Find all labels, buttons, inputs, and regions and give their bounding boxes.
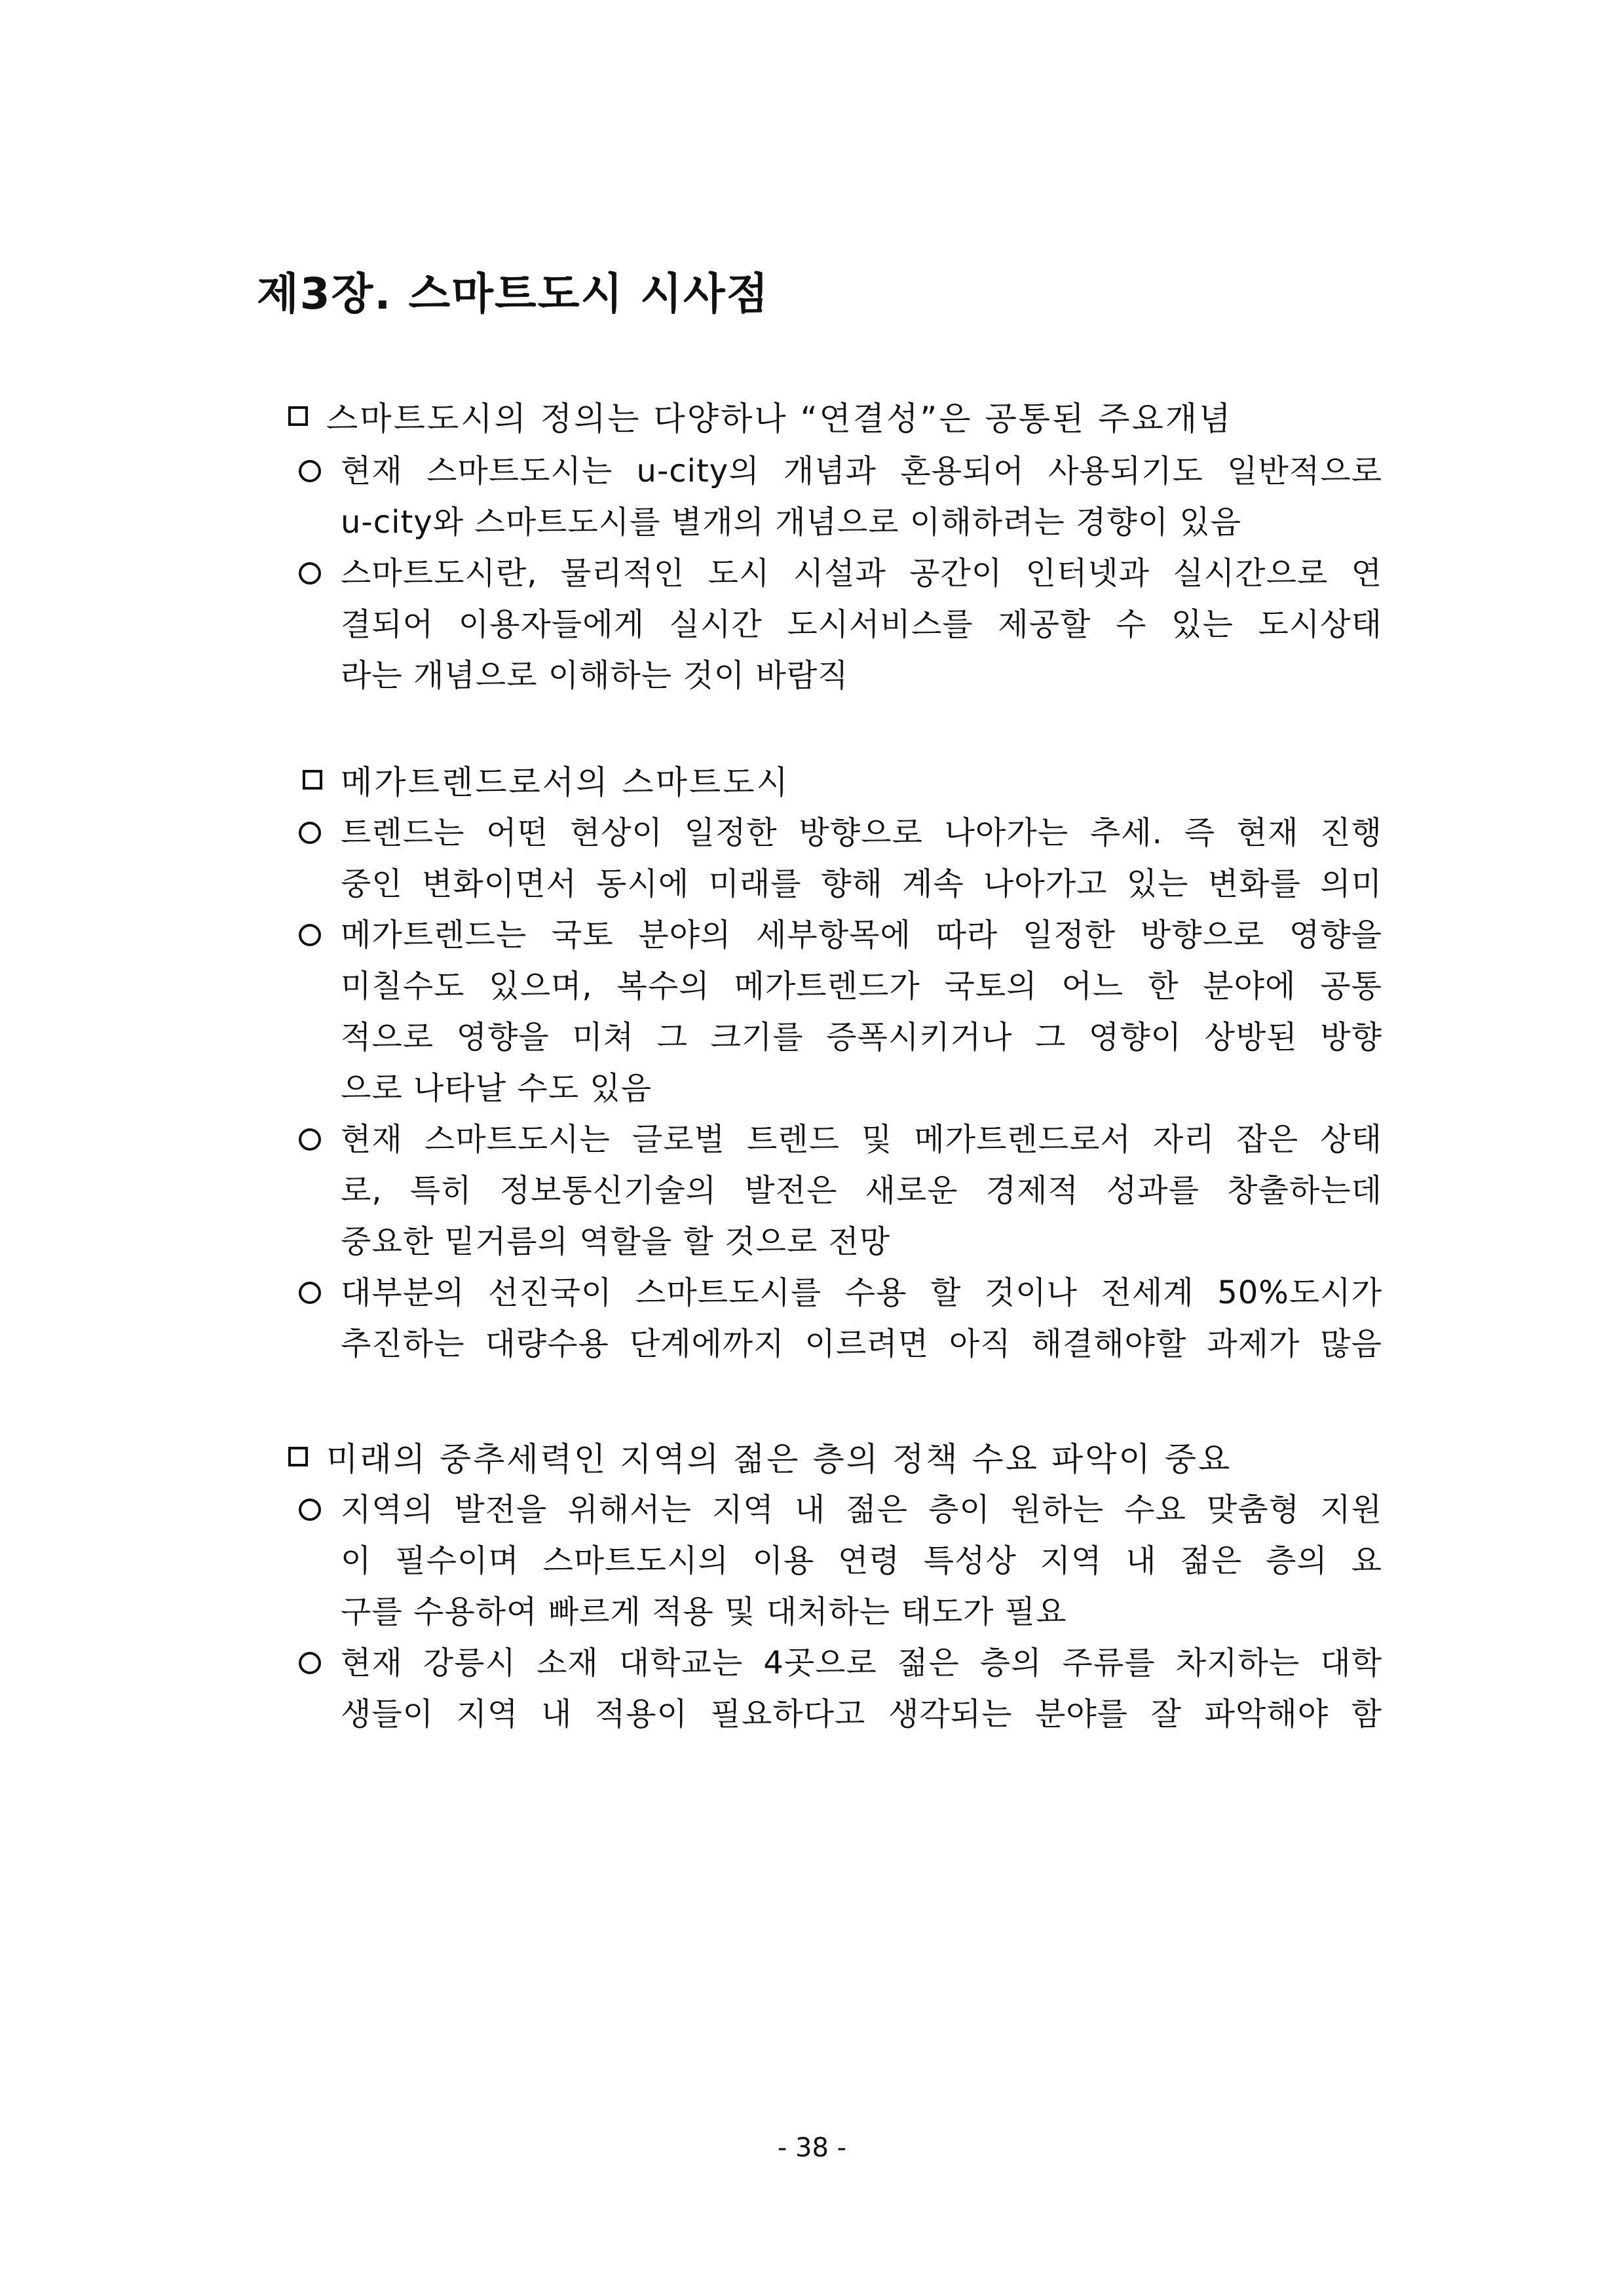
bullet-line: 중요한 밑거름의 역할을 할 것으로 전망 (341, 1223, 891, 1260)
section-heading (303, 757, 790, 803)
square-bullet-icon (288, 406, 308, 426)
bullet-line: 추진하는 대량수용 단계에까지 이르려면 아직 해결해야할 과제가 많음 (341, 1326, 1382, 1362)
bullet-line: 현재 스마트도시는 u-city의 개념과 혼용되어 사용되기도 일반적으로 (341, 453, 1382, 489)
bullet-line: 적으로 영향을 미쳐 그 크기를 증폭시키거나 그 영향이 상방된 방향 (341, 1019, 1382, 1056)
bullet-line: 이 필수이며 스마트도시의 이용 연령 특성상 지역 내 젊은 층의 요 (341, 1542, 1382, 1579)
bullet-line: 로, 특히 정보통신기술의 발전은 새로운 경제적 성과를 창출하는데 (341, 1172, 1382, 1209)
circle-bullet-icon (299, 1499, 321, 1521)
circle-bullet-icon (299, 1282, 321, 1304)
bullet-line: 스마트도시란, 물리적인 도시 시설과 공간이 인터넷과 실시간으로 연 (341, 555, 1382, 592)
bullet-line: u-city와 스마트도시를 별개의 개념으로 이해하려는 경향이 있음 (341, 504, 1242, 541)
bullet-line: 지역의 발전을 위해서는 지역 내 젊은 층이 원하는 수요 맞춤형 지원 (341, 1491, 1382, 1528)
section-heading-text: 미래의 중추세력인 지역의 젊은 층의 정책 수요 파악이 중요 (326, 1440, 1232, 1478)
bullet-line: 대부분의 선진국이 스마트도시를 수용 할 것이나 전세계 50%도시가 (341, 1274, 1382, 1311)
circle-bullet-icon (299, 822, 321, 844)
square-bullet-icon (303, 770, 322, 790)
bullet-line: 트렌드는 어떤 현상이 일정한 방향으로 나아가는 추세. 즉 현재 진행 (341, 814, 1382, 851)
bullet-line: 현재 스마트도시는 글로벌 트렌드 및 메가트렌드로서 자리 잡은 상태 (341, 1121, 1382, 1158)
section-heading (288, 1434, 1232, 1480)
bullet-line: 결되어 이용자들에게 실시간 도시서비스를 제공할 수 있는 도시상태 (341, 606, 1382, 643)
page-title: 제3장. 스마트도시 시사점 (257, 269, 770, 319)
bullet-line: 미칠수도 있으며, 복수의 메가트렌드가 국토의 어느 한 분야에 공통 (341, 968, 1382, 1004)
bullet-line: 구를 수용하여 빠르게 적용 및 대처하는 태도가 필요 (341, 1594, 1067, 1630)
square-bullet-icon (288, 1447, 308, 1466)
bullet-line: 메가트렌드는 국토 분야의 세부항목에 따라 일정한 방향으로 영향을 (341, 917, 1382, 953)
bullet-line: 중인 변화이면서 동시에 미래를 향해 계속 나아가고 있는 변화를 의미 (341, 866, 1382, 902)
circle-bullet-icon (299, 924, 321, 946)
page-number: - 38 - (777, 2133, 847, 2163)
circle-bullet-icon (299, 460, 321, 482)
section-heading (288, 393, 1232, 439)
section-heading-text: 메가트렌드로서의 스마트도시 (341, 763, 790, 801)
circle-bullet-icon (299, 1128, 321, 1151)
bullet-line: 현재 강릉시 소재 대학교는 4곳으로 젊은 층의 주류를 차지하는 대학 (341, 1645, 1382, 1681)
bullet-line: 라는 개념으로 이해하는 것이 바람직 (341, 657, 849, 694)
circle-bullet-icon (299, 562, 321, 584)
circle-bullet-icon (299, 1652, 321, 1674)
section-heading-text: 스마트도시의 정의는 다양하나 “연결성”은 공통된 주요개념 (326, 400, 1233, 438)
bullet-line: 생들이 지역 내 적용이 필요하다고 생각되는 분야를 잘 파악해야 함 (341, 1696, 1382, 1732)
bullet-line: 으로 나타날 수도 있음 (341, 1070, 652, 1107)
